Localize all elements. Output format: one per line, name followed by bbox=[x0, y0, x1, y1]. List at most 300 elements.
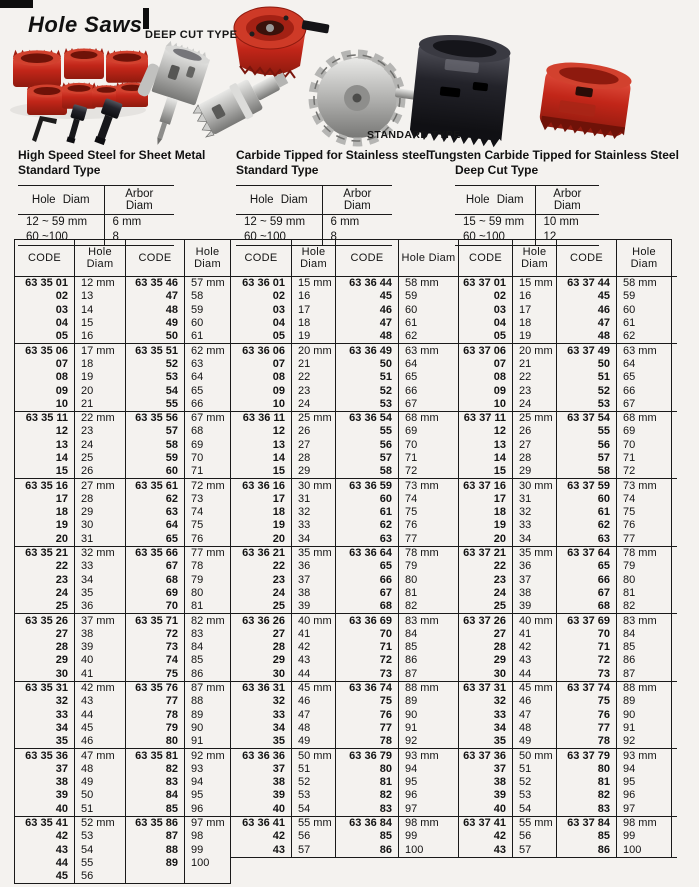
arbor-diam-value: 8 bbox=[322, 230, 392, 246]
code-cell: 34 bbox=[459, 722, 513, 735]
hole-diam-cell: 94 bbox=[617, 763, 672, 776]
code-cell: 77 bbox=[126, 695, 185, 708]
code-cell: 32 bbox=[15, 695, 75, 708]
table-row bbox=[459, 614, 677, 628]
hole-diam-cell: 49 bbox=[75, 776, 126, 789]
size-block bbox=[459, 681, 677, 748]
code-cell: 52 bbox=[336, 384, 399, 397]
hole-diam-cell: 24 bbox=[292, 398, 336, 412]
hole-diam-cell: 73 mm bbox=[617, 479, 672, 493]
hole-diam-cell: 41 bbox=[75, 668, 126, 682]
code-cell: 02 bbox=[459, 290, 513, 303]
hole-diam-cell: 14 bbox=[75, 304, 126, 317]
code-cell: 03 bbox=[231, 304, 292, 317]
table-row bbox=[15, 830, 231, 843]
code-cell: 18 bbox=[459, 506, 513, 519]
code-cell: 71 bbox=[336, 641, 399, 654]
table-row bbox=[15, 425, 231, 438]
size-block bbox=[15, 411, 231, 478]
table-row bbox=[231, 398, 459, 412]
size-block bbox=[459, 479, 677, 546]
hole-diam-cell: 46 bbox=[513, 695, 557, 708]
table-row bbox=[459, 709, 677, 722]
table-row bbox=[231, 789, 459, 802]
hole-diam-cell: 62 bbox=[617, 330, 672, 344]
hole-diam-cell: 57 bbox=[513, 843, 557, 857]
hole-diam-header: Hole Diam bbox=[292, 240, 336, 277]
hole-diam-cell: 60 bbox=[399, 304, 459, 317]
table-row bbox=[15, 574, 231, 587]
hole-diam-cell: 55 mm bbox=[292, 816, 336, 830]
table-row bbox=[231, 290, 459, 303]
section-title bbox=[236, 148, 429, 178]
arbor-diam-value: 6 mm bbox=[104, 215, 174, 231]
table-row bbox=[459, 681, 677, 695]
hole-diam-cell: 60 bbox=[617, 304, 672, 317]
code-cell: 15 bbox=[15, 465, 75, 479]
hole-diam-cell: 69 bbox=[399, 425, 459, 438]
table-row bbox=[15, 843, 231, 856]
code-table-group-63-36 bbox=[230, 239, 459, 858]
size-block bbox=[15, 277, 231, 344]
hole-diam-cell: 85 bbox=[185, 654, 231, 667]
code-cell: 80 bbox=[336, 763, 399, 776]
table-row bbox=[459, 587, 677, 600]
code-cell: 68 bbox=[336, 600, 399, 614]
section-title-line1: Carbide Tipped for Stainless steel bbox=[236, 148, 430, 162]
table-row bbox=[459, 384, 677, 397]
code-table-63-35 bbox=[14, 239, 231, 884]
code-cell: 55 bbox=[336, 425, 399, 438]
hole-diam-cell: 34 bbox=[75, 574, 126, 587]
code-cell: 61 bbox=[336, 506, 399, 519]
hole-diam-header: Hole Diam bbox=[75, 240, 126, 277]
code-cell: 37 bbox=[459, 763, 513, 776]
size-block bbox=[15, 681, 231, 748]
hole-diam-cell: 39 bbox=[75, 641, 126, 654]
hole-diam-cell: 20 mm bbox=[292, 344, 336, 358]
code-cell: 45 bbox=[557, 290, 617, 303]
hole-diam-cell: 87 bbox=[399, 668, 459, 682]
code-cell: 42 bbox=[231, 830, 292, 843]
hole-diam-cell: 61 bbox=[185, 330, 231, 344]
hole-diam-cell: 47 mm bbox=[75, 749, 126, 763]
hole-diam-cell: 65 bbox=[617, 371, 672, 384]
table-row bbox=[459, 330, 677, 344]
table-row bbox=[231, 519, 459, 532]
hole-diam-cell: 64 bbox=[399, 358, 459, 371]
hole-diam-cell: 16 bbox=[513, 290, 557, 303]
hole-diam-cell: 60 bbox=[185, 317, 231, 330]
code-cell: 60 bbox=[557, 493, 617, 506]
code-header: CODE bbox=[231, 240, 292, 277]
hole-diam-cell: 37 bbox=[513, 574, 557, 587]
hole-diam-cell: 21 bbox=[513, 358, 557, 371]
code-cell: 63 35 56 bbox=[126, 411, 185, 425]
hole-diam-cell: 21 bbox=[292, 358, 336, 371]
hole-diam-cell: 29 bbox=[513, 465, 557, 479]
hole-diam-cell: 33 bbox=[513, 519, 557, 532]
table-row bbox=[459, 452, 677, 465]
code-cell: 63 35 36 bbox=[15, 749, 75, 763]
hole-diam-cell: 52 bbox=[292, 776, 336, 789]
table-row bbox=[459, 317, 677, 330]
hole-diam-range: 12 ~ 59 mm bbox=[26, 216, 88, 228]
table-row bbox=[459, 776, 677, 789]
code-cell: 17 bbox=[459, 493, 513, 506]
hole-diam-cell: 68 mm bbox=[399, 411, 459, 425]
hole-diam-cell: 17 mm bbox=[75, 344, 126, 358]
code-cell: 04 bbox=[459, 317, 513, 330]
code-cell: 34 bbox=[15, 722, 75, 735]
hole-diam-cell: 77 mm bbox=[185, 546, 231, 560]
code-cell: 45 bbox=[336, 290, 399, 303]
size-block bbox=[459, 344, 677, 411]
hole-diam-cell: 50 bbox=[75, 789, 126, 802]
code-cell: 04 bbox=[15, 317, 75, 330]
code-cell: 47 bbox=[336, 317, 399, 330]
code-cell: 78 bbox=[126, 709, 185, 722]
hole-diam-cell: 64 bbox=[617, 358, 672, 371]
code-cell: 15 bbox=[459, 465, 513, 479]
code-cell: 73 bbox=[557, 668, 617, 682]
table-row bbox=[459, 816, 677, 830]
table-row bbox=[15, 384, 231, 397]
code-cell: 63 36 79 bbox=[336, 749, 399, 763]
hole-diam-cell: 19 bbox=[292, 330, 336, 344]
table-row bbox=[231, 763, 459, 776]
table-row bbox=[459, 493, 677, 506]
hole-diam-cell: 30 bbox=[75, 519, 126, 532]
code-cell: 53 bbox=[557, 398, 617, 412]
code-cell: 63 37 41 bbox=[459, 816, 513, 830]
size-block bbox=[459, 277, 677, 344]
print-corner-mark bbox=[0, 0, 33, 8]
code-cell: 14 bbox=[15, 452, 75, 465]
hole-diam-cell: 35 mm bbox=[513, 546, 557, 560]
code-cell: 70 bbox=[126, 600, 185, 614]
hole-diam-cell: 23 bbox=[513, 384, 557, 397]
hole-diam-cell: 83 mm bbox=[399, 614, 459, 628]
code-cell: 02 bbox=[231, 290, 292, 303]
code-cell: 47 bbox=[126, 290, 185, 303]
code-cell: 05 bbox=[459, 330, 513, 344]
code-cell: 08 bbox=[459, 371, 513, 384]
code-cell: 63 36 84 bbox=[336, 816, 399, 830]
code-cell: 63 36 49 bbox=[336, 344, 399, 358]
table-row bbox=[231, 668, 459, 682]
hole-diam-cell: 33 bbox=[75, 560, 126, 573]
header-row bbox=[15, 240, 231, 277]
hole-diam-cell: 18 bbox=[513, 317, 557, 330]
hole-diam-header: Hole Diam bbox=[399, 240, 459, 277]
table-row bbox=[459, 411, 677, 425]
hole-diam-range: 60 ~100 bbox=[463, 231, 505, 243]
hole-diam-cell: 54 bbox=[292, 803, 336, 817]
hole-diam-cell: 43 bbox=[292, 654, 336, 667]
hole-diam-cell: 91 bbox=[399, 722, 459, 735]
code-cell: 63 35 11 bbox=[15, 411, 75, 425]
table-row bbox=[231, 695, 459, 708]
hole-diam-cell: 65 bbox=[185, 384, 231, 397]
hole-diam-cell: 82 bbox=[399, 600, 459, 614]
code-cell: 63 37 84 bbox=[557, 816, 617, 830]
hole-diam-cell: 27 bbox=[513, 439, 557, 452]
size-block bbox=[15, 479, 231, 546]
code-cell: 63 35 46 bbox=[126, 277, 185, 291]
code-cell: 63 36 44 bbox=[336, 277, 399, 291]
hole-diam-cell: 81 bbox=[399, 587, 459, 600]
hole-diam-cell: 38 bbox=[513, 587, 557, 600]
code-cell: 82 bbox=[557, 789, 617, 802]
hole-diam-cell: 70 bbox=[185, 452, 231, 465]
hole-diam-cell: 18 bbox=[292, 317, 336, 330]
hole-diam-cell: 56 bbox=[513, 830, 557, 843]
code-cell: 20 bbox=[15, 533, 75, 547]
code-cell: 63 35 86 bbox=[126, 816, 185, 830]
code-cell: 20 bbox=[231, 533, 292, 547]
code-cell: 63 36 11 bbox=[231, 411, 292, 425]
hole-diam-cell: 100 bbox=[617, 843, 672, 857]
table-row bbox=[231, 722, 459, 735]
table-row bbox=[231, 344, 459, 358]
code-cell: 63 35 71 bbox=[126, 614, 185, 628]
code-cell: 63 35 06 bbox=[15, 344, 75, 358]
code-table-63-37 bbox=[458, 239, 677, 858]
hole-diam-cell: 74 bbox=[399, 493, 459, 506]
table-row bbox=[231, 681, 459, 695]
table-row bbox=[231, 546, 459, 560]
hole-diam-cell: 79 bbox=[399, 560, 459, 573]
hole-diam-cell: 84 bbox=[399, 628, 459, 641]
hole-diam-cell: 41 bbox=[513, 628, 557, 641]
table-row bbox=[15, 870, 231, 884]
code-cell: 63 36 41 bbox=[231, 816, 292, 830]
code-cell: 42 bbox=[459, 830, 513, 843]
code-cell: 54 bbox=[126, 384, 185, 397]
table-row bbox=[231, 574, 459, 587]
hole-diam-cell: 74 bbox=[185, 506, 231, 519]
table-row bbox=[231, 465, 459, 479]
table-row bbox=[231, 452, 459, 465]
code-cell: 63 37 44 bbox=[557, 277, 617, 291]
hole-diam-cell: 27 bbox=[292, 439, 336, 452]
hole-diam-cell: 96 bbox=[617, 789, 672, 802]
code-cell: 38 bbox=[231, 776, 292, 789]
hole-diam-cell: 38 bbox=[75, 628, 126, 641]
code-cell: 61 bbox=[557, 506, 617, 519]
table-row bbox=[231, 641, 459, 654]
size-block bbox=[15, 344, 231, 411]
hole-diam-cell: 97 bbox=[399, 803, 459, 817]
hole-diam-cell: 40 mm bbox=[292, 614, 336, 628]
code-cell: 65 bbox=[336, 560, 399, 573]
code-cell: 50 bbox=[336, 358, 399, 371]
table-row bbox=[231, 506, 459, 519]
hole-diam-cell: 79 bbox=[617, 560, 672, 573]
size-block bbox=[231, 749, 459, 816]
table-row bbox=[15, 763, 231, 776]
code-cell: 57 bbox=[336, 452, 399, 465]
hole-diam-cell: 88 mm bbox=[617, 681, 672, 695]
code-cell: 63 36 36 bbox=[231, 749, 292, 763]
hole-diam-cell: 90 bbox=[617, 709, 672, 722]
section-title-line2: Standard Type bbox=[18, 163, 101, 177]
code-cell: 27 bbox=[15, 628, 75, 641]
deep-cut-type-label: DEEP CUT TYPE bbox=[145, 29, 238, 41]
hole-diam-cell: 31 bbox=[75, 533, 126, 547]
code-cell: 44 bbox=[15, 857, 75, 870]
code-cell: 75 bbox=[557, 695, 617, 708]
hole-diam-cell: 48 bbox=[513, 722, 557, 735]
hole-diam-cell: 44 bbox=[75, 709, 126, 722]
table-row bbox=[459, 722, 677, 735]
hole-diam-cell: 85 bbox=[617, 641, 672, 654]
table-row bbox=[459, 560, 677, 573]
code-cell: 82 bbox=[336, 789, 399, 802]
table-row bbox=[231, 479, 459, 493]
hole-diam-cell: 48 bbox=[292, 722, 336, 735]
hole-diam-cell: 67 bbox=[617, 398, 672, 412]
hole-diam-cell: 57 bbox=[292, 843, 336, 857]
code-cell: 76 bbox=[336, 709, 399, 722]
table-row bbox=[459, 600, 677, 614]
code-cell: 86 bbox=[336, 843, 399, 857]
code-cell: 48 bbox=[557, 330, 617, 344]
hole-diam-cell: 98 mm bbox=[399, 816, 459, 830]
hole-diam-cell: 28 bbox=[75, 493, 126, 506]
table-row bbox=[459, 533, 677, 547]
code-cell: 87 bbox=[126, 830, 185, 843]
table-row bbox=[231, 749, 459, 763]
code-cell: 63 35 31 bbox=[15, 681, 75, 695]
code-cell: 35 bbox=[15, 735, 75, 749]
code-cell: 33 bbox=[231, 709, 292, 722]
code-cell: 63 36 06 bbox=[231, 344, 292, 358]
hole-diam-cell: 45 bbox=[75, 722, 126, 735]
code-cell: 07 bbox=[15, 358, 75, 371]
table-row bbox=[15, 641, 231, 654]
hole-diam-cell: 86 bbox=[185, 668, 231, 682]
table-row bbox=[15, 654, 231, 667]
code-cell: 47 bbox=[557, 317, 617, 330]
section-title-line1: High Speed Steel for Sheet Metal bbox=[18, 148, 206, 162]
hole-diam-cell: 37 mm bbox=[75, 614, 126, 628]
hole-diam-cell: 83 mm bbox=[617, 614, 672, 628]
hole-diam-cell: 88 mm bbox=[399, 681, 459, 695]
code-cell: 03 bbox=[459, 304, 513, 317]
table-row bbox=[459, 398, 677, 412]
hole-diam-cell: 95 bbox=[617, 776, 672, 789]
code-cell: 19 bbox=[459, 519, 513, 532]
large-red-hole-saw-photo bbox=[234, 7, 330, 78]
code-cell: 10 bbox=[459, 398, 513, 412]
table-row bbox=[459, 344, 677, 358]
hole-diam-cell: 81 bbox=[185, 600, 231, 614]
hole-diam-cell: 19 bbox=[75, 371, 126, 384]
code-cell: 22 bbox=[231, 560, 292, 573]
hole-diam-cell: 71 bbox=[617, 452, 672, 465]
table-row bbox=[15, 816, 231, 830]
hole-diam-cell: 51 bbox=[292, 763, 336, 776]
hole-diam-cell: 48 bbox=[75, 763, 126, 776]
code-cell: 63 37 01 bbox=[459, 277, 513, 291]
hole-diam-cell: 80 bbox=[185, 587, 231, 600]
code-header: CODE bbox=[459, 240, 513, 277]
size-block bbox=[231, 614, 459, 681]
hole-diam-cell: 68 mm bbox=[617, 411, 672, 425]
hole-diam-cell: 51 bbox=[75, 803, 126, 817]
hole-diam-cell: 45 mm bbox=[292, 681, 336, 695]
table-row bbox=[459, 425, 677, 438]
hole-diam-cell: 67 bbox=[399, 398, 459, 412]
table-row bbox=[15, 452, 231, 465]
table-row bbox=[459, 358, 677, 371]
table-row bbox=[15, 506, 231, 519]
table-row bbox=[15, 290, 231, 303]
hole-diam-cell: 65 bbox=[399, 371, 459, 384]
hole-diam-cell: 98 mm bbox=[617, 816, 672, 830]
table-row bbox=[231, 493, 459, 506]
hole-diam-cell: 83 bbox=[185, 628, 231, 641]
hole-diam-cell: 24 bbox=[75, 439, 126, 452]
code-cell: 40 bbox=[231, 803, 292, 817]
table-row bbox=[231, 776, 459, 789]
hole-diam-cell: 96 bbox=[185, 803, 231, 817]
hole-diam-cell: 91 bbox=[185, 735, 231, 749]
code-cell: 13 bbox=[15, 439, 75, 452]
code-cell: 09 bbox=[231, 384, 292, 397]
code-cell: 29 bbox=[231, 654, 292, 667]
code-cell: 66 bbox=[557, 574, 617, 587]
size-block bbox=[231, 546, 459, 613]
table-row bbox=[231, 330, 459, 344]
table-row bbox=[459, 735, 677, 749]
section-title bbox=[428, 148, 679, 178]
table-row bbox=[459, 641, 677, 654]
size-block bbox=[459, 546, 677, 613]
hole-diam-cell: 41 bbox=[292, 628, 336, 641]
hole-diam-header: Hole Diam bbox=[185, 240, 231, 277]
hole-diam-cell: 76 bbox=[617, 519, 672, 532]
code-cell: 33 bbox=[15, 709, 75, 722]
arbor-diam-value: 12 bbox=[535, 230, 599, 246]
code-cell: 63 bbox=[126, 506, 185, 519]
code-cell: 78 bbox=[557, 735, 617, 749]
code-cell: 73 bbox=[336, 668, 399, 682]
code-cell: 35 bbox=[231, 735, 292, 749]
code-cell: 22 bbox=[459, 560, 513, 573]
code-cell: 66 bbox=[336, 574, 399, 587]
code-cell: 40 bbox=[459, 803, 513, 817]
code-cell: 82 bbox=[126, 763, 185, 776]
size-block bbox=[15, 546, 231, 613]
hole-diam-cell: 15 mm bbox=[513, 277, 557, 291]
table-row bbox=[231, 654, 459, 667]
hole-diam-cell: 74 bbox=[617, 493, 672, 506]
hole-diam-cell: 75 bbox=[617, 506, 672, 519]
hole-diam-cell: 86 bbox=[399, 654, 459, 667]
code-cell: 55 bbox=[126, 398, 185, 412]
code-cell: 86 bbox=[557, 843, 617, 857]
size-block bbox=[15, 816, 231, 883]
code-cell: 63 bbox=[557, 533, 617, 547]
code-cell: 07 bbox=[459, 358, 513, 371]
table-row bbox=[15, 695, 231, 708]
table-row bbox=[231, 803, 459, 817]
code-cell: 77 bbox=[557, 722, 617, 735]
size-block bbox=[459, 411, 677, 478]
